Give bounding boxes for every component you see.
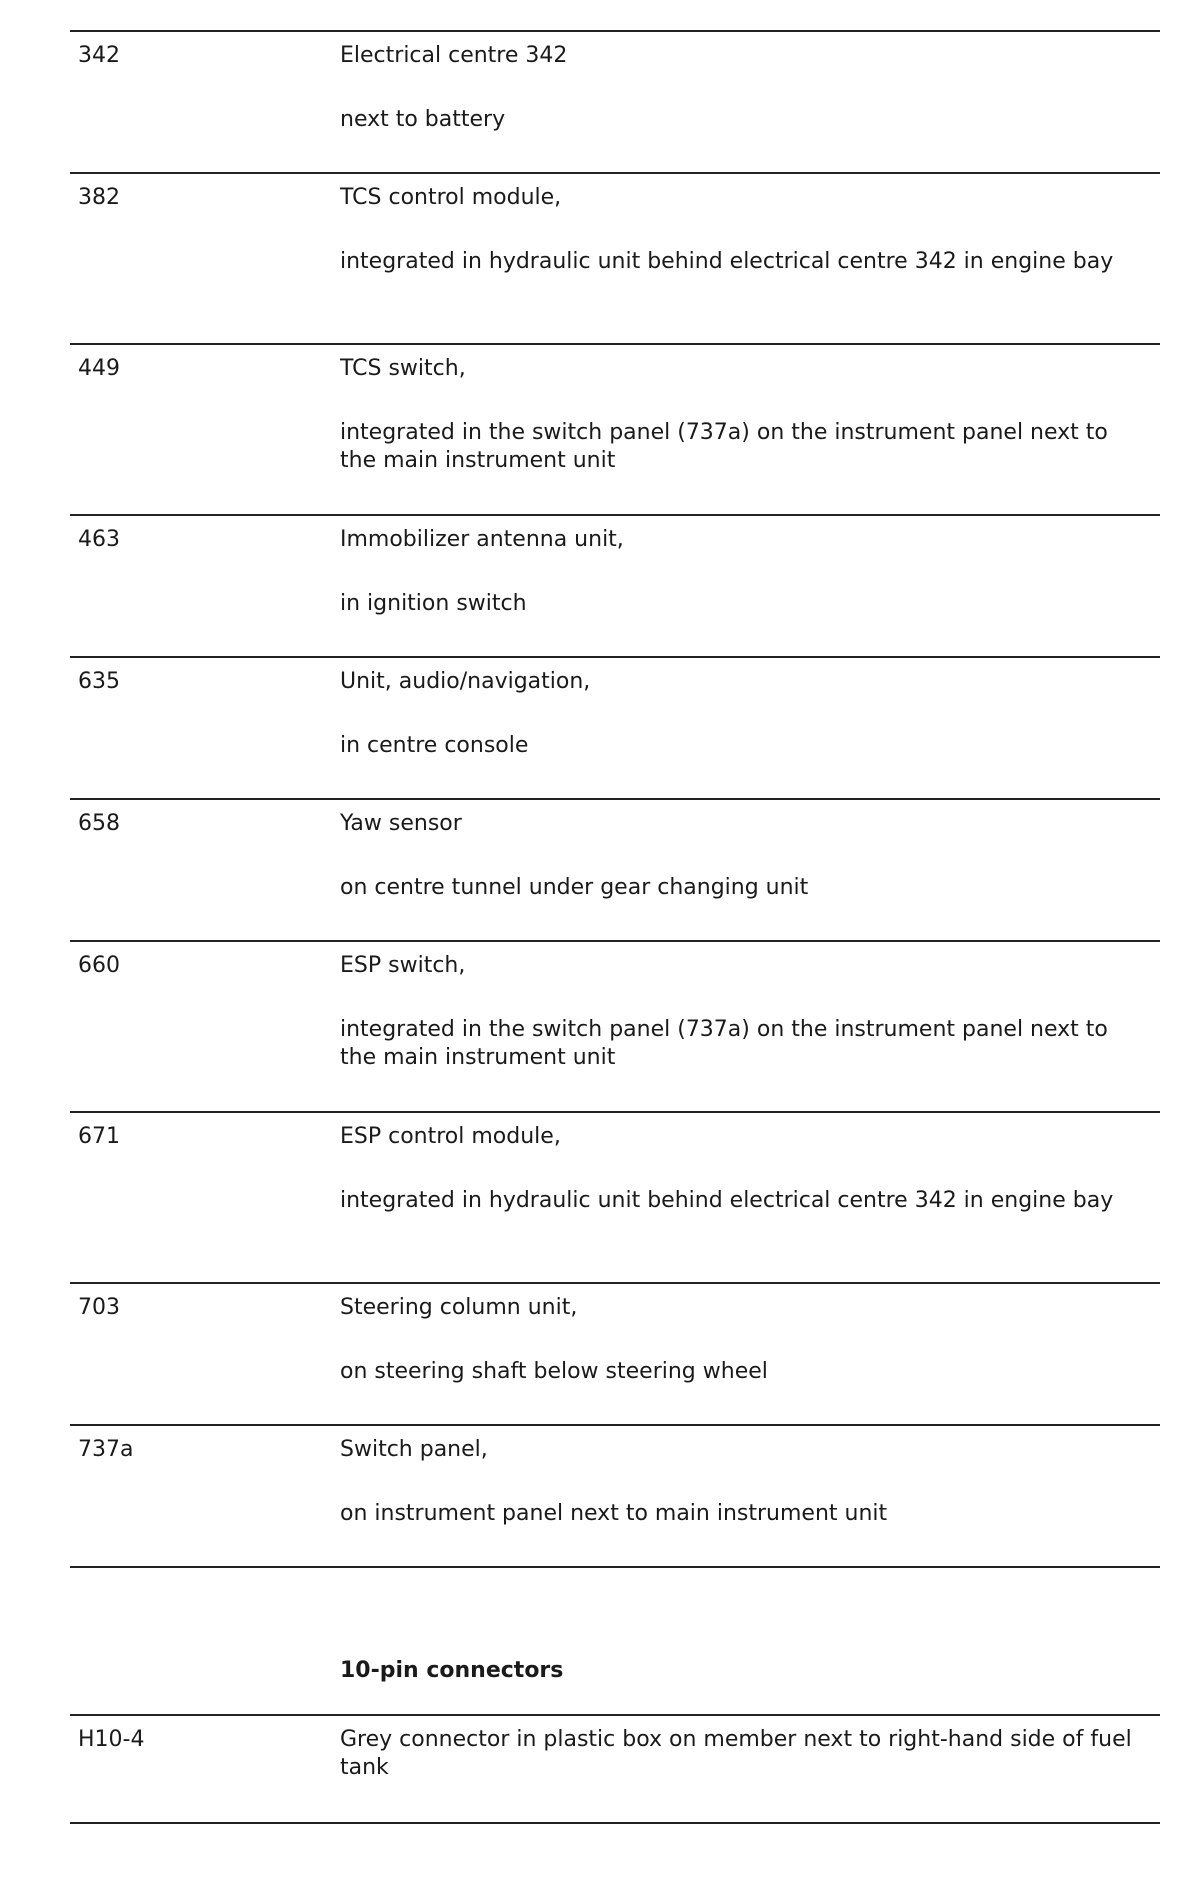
component-title: Yaw sensor	[340, 811, 462, 836]
component-description	[340, 355, 1150, 475]
component-description	[340, 526, 1150, 618]
component-location: on centre tunnel under gear changing unit	[340, 875, 809, 900]
component-description	[340, 42, 1150, 134]
component-location: in centre console	[340, 733, 529, 758]
component-location: integrated in hydraulic unit behind electrical centre 342 in engine bay	[340, 1188, 1114, 1213]
component-title: ESP control module,	[340, 1124, 561, 1149]
component-title: Switch panel,	[340, 1437, 488, 1462]
table-row	[70, 343, 1160, 514]
component-location-table	[70, 30, 1160, 1824]
component-code: 342	[78, 43, 120, 68]
component-description	[340, 1294, 1150, 1386]
component-code: 658	[78, 811, 120, 836]
connectors-section-header	[70, 1568, 1160, 1714]
connector-description	[340, 1726, 1150, 1782]
component-title: Steering column unit,	[340, 1295, 578, 1320]
table-row	[70, 1282, 1160, 1424]
component-location: next to battery	[340, 107, 506, 132]
component-title: Unit, audio/navigation,	[340, 669, 591, 694]
component-location: integrated in hydraulic unit behind electrical centre 342 in engine bay	[340, 249, 1114, 274]
component-location: integrated in the switch panel (737a) on the instrument panel next to the main instrument unit	[340, 420, 1108, 473]
component-location: integrated in the switch panel (737a) on the instrument panel next to the main instrument unit	[340, 1017, 1108, 1070]
table-row	[70, 514, 1160, 656]
table-row	[70, 172, 1160, 343]
component-code: 660	[78, 953, 120, 978]
component-description	[340, 1436, 1150, 1528]
component-description	[340, 184, 1150, 276]
table-row	[70, 30, 1160, 172]
component-code: 737a	[78, 1437, 134, 1462]
component-title: Electrical centre 342	[340, 43, 568, 68]
component-code: 635	[78, 669, 120, 694]
component-code: 703	[78, 1295, 120, 1320]
component-location: in ignition switch	[340, 591, 527, 616]
component-title: ESP switch,	[340, 953, 466, 978]
component-description	[340, 810, 1150, 902]
table-row	[70, 1424, 1160, 1566]
component-description	[340, 668, 1150, 760]
connector-location: Grey connector in plastic box on member next to right-hand side of fuel tank	[340, 1727, 1132, 1780]
table-row	[70, 656, 1160, 798]
component-location: on instrument panel next to main instrument unit	[340, 1501, 888, 1526]
table-row	[70, 798, 1160, 940]
component-location: on steering shaft below steering wheel	[340, 1359, 768, 1384]
component-code: 671	[78, 1124, 120, 1149]
table-row	[70, 1714, 1160, 1824]
connector-code: H10-4	[78, 1727, 145, 1752]
table-row	[70, 1111, 1160, 1282]
component-title: Immobilizer antenna unit,	[340, 527, 624, 552]
section-heading: 10-pin connectors	[340, 1658, 564, 1683]
component-code: 449	[78, 356, 120, 381]
component-description	[340, 952, 1150, 1072]
component-title: TCS switch,	[340, 356, 466, 381]
table-row	[70, 940, 1160, 1111]
component-description	[340, 1123, 1150, 1215]
component-code: 382	[78, 185, 120, 210]
component-code: 463	[78, 527, 120, 552]
component-title: TCS control module,	[340, 185, 562, 210]
